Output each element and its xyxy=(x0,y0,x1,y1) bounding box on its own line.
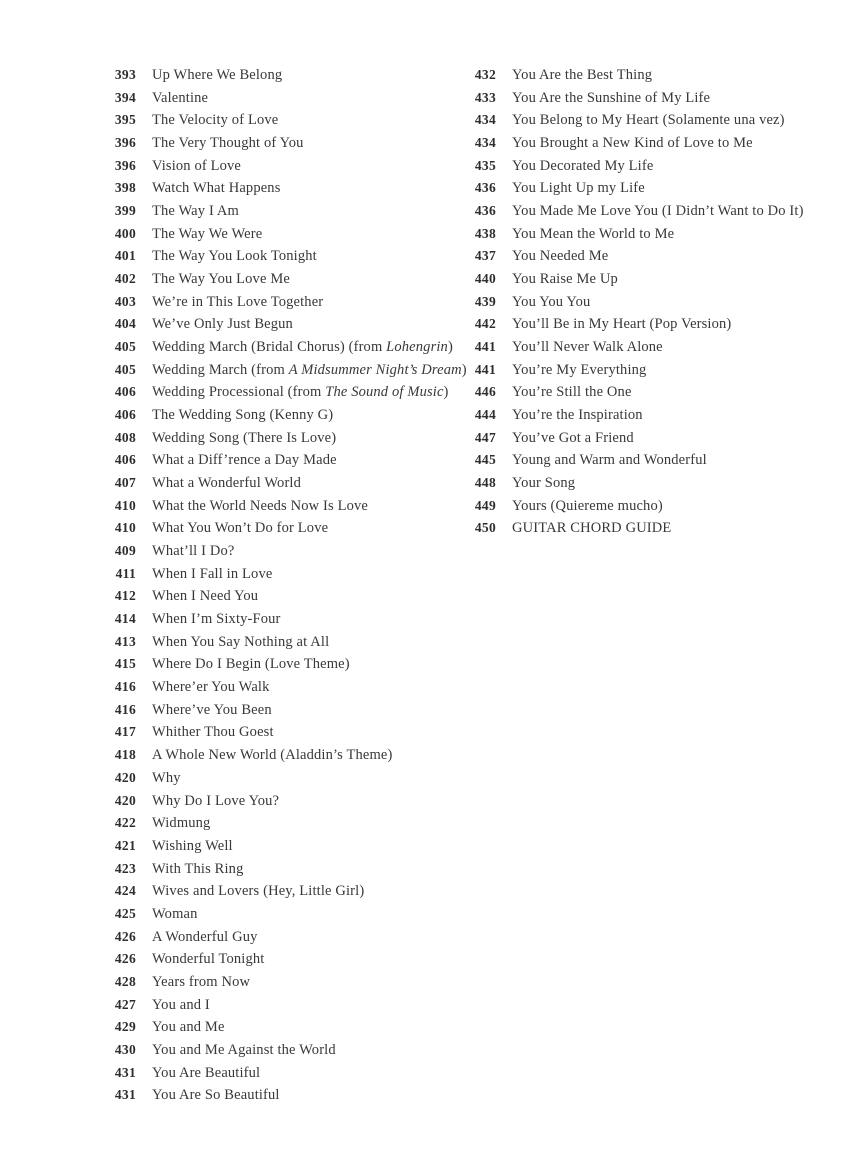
page-number: 449 xyxy=(474,497,496,513)
page-number: 431 xyxy=(114,1087,136,1103)
index-entry xyxy=(94,679,464,702)
page-number: 426 xyxy=(114,928,136,944)
song-title: What the World Needs Now Is Love xyxy=(152,497,368,514)
index-entry xyxy=(454,67,844,90)
song-title: When I Need You xyxy=(152,588,259,605)
index-entry xyxy=(94,1042,464,1065)
song-title xyxy=(136,339,453,356)
page-number: 402 xyxy=(114,271,136,287)
page-number: 400 xyxy=(114,225,136,241)
page-number: 445 xyxy=(474,452,496,468)
index-entry xyxy=(94,135,464,158)
page-number: 396 xyxy=(114,157,136,173)
page-number: 450 xyxy=(474,520,496,536)
song-title: Wishing Well xyxy=(152,837,233,854)
song-title-segment: Wedding March (from xyxy=(152,361,289,378)
index-entry xyxy=(94,294,464,317)
index-entry xyxy=(94,90,464,113)
page-number: 420 xyxy=(114,792,136,808)
page-number: 422 xyxy=(114,815,136,831)
song-title: What a Diff’rence a Day Made xyxy=(152,452,337,469)
page-number: 427 xyxy=(114,996,136,1012)
song-title: Wedding Song (There Is Love) xyxy=(152,429,337,446)
page-number: 408 xyxy=(114,429,136,445)
song-title: The Wedding Song (Kenny G) xyxy=(152,407,334,424)
song-title: You Made Me Love You (I Didn’t Want to Do It) xyxy=(512,203,804,220)
page-number: 398 xyxy=(114,180,136,196)
song-title: What You Won’t Do for Love xyxy=(152,520,329,537)
page-number: 424 xyxy=(114,883,136,899)
song-title: You Are So Beautiful xyxy=(152,1087,280,1104)
index-entry xyxy=(454,430,844,453)
song-title: Woman xyxy=(152,905,198,922)
index-entry xyxy=(454,90,844,113)
page-number: 416 xyxy=(114,679,136,695)
song-title: Wonderful Tonight xyxy=(152,951,265,968)
song-title-segment: Wedding Processional (from xyxy=(152,384,326,401)
index-entry xyxy=(94,883,464,906)
page-number: 405 xyxy=(114,339,136,355)
song-title-italic-segment: The Sound of Music xyxy=(325,384,444,401)
index-entry xyxy=(94,543,464,566)
index-entry xyxy=(94,316,464,339)
song-title: You Brought a New Kind of Love to Me xyxy=(512,135,753,152)
song-title: You’re the Inspiration xyxy=(512,407,643,424)
page-number: 441 xyxy=(474,361,496,377)
song-title: You Needed Me xyxy=(512,248,609,265)
page-number: 440 xyxy=(474,271,496,287)
page-number: 442 xyxy=(474,316,496,332)
song-title: When I’m Sixty-Four xyxy=(152,611,281,628)
index-entry xyxy=(94,588,464,611)
song-title: You and Me Against the World xyxy=(152,1041,336,1058)
song-title: Where’er You Walk xyxy=(152,679,270,696)
page-number: 417 xyxy=(114,724,136,740)
song-title: We’re in This Love Together xyxy=(152,293,324,310)
song-title: The Way We Were xyxy=(152,225,263,242)
index-entry xyxy=(94,67,464,90)
index-entry xyxy=(94,747,464,770)
page-number: 420 xyxy=(114,769,136,785)
index-entry xyxy=(94,271,464,294)
page-number: 430 xyxy=(114,1041,136,1057)
page-number: 396 xyxy=(114,135,136,151)
index-entry xyxy=(454,112,844,135)
song-title: Why Do I Love You? xyxy=(152,792,280,809)
page-number: 416 xyxy=(114,701,136,717)
index-entry xyxy=(94,248,464,271)
song-title: When I Fall in Love xyxy=(152,565,273,582)
page-number: 436 xyxy=(474,203,496,219)
index-entry xyxy=(94,702,464,725)
page-number: 414 xyxy=(114,611,136,627)
song-title: You Are Beautiful xyxy=(152,1064,261,1081)
song-title: With This Ring xyxy=(152,860,244,877)
page-number: 428 xyxy=(114,973,136,989)
index-entry xyxy=(454,498,844,521)
page-number: 393 xyxy=(114,67,136,82)
index-entry xyxy=(454,475,844,498)
song-title: The Velocity of Love xyxy=(152,112,279,129)
page-number: 429 xyxy=(114,1019,136,1035)
index-entry xyxy=(454,135,844,158)
song-title: What’ll I Do? xyxy=(152,543,235,560)
index-entry xyxy=(94,997,464,1020)
song-title: You’ll Never Walk Alone xyxy=(512,339,663,356)
page-number: 438 xyxy=(474,225,496,241)
song-title: You Belong to My Heart (Solamente una vez) xyxy=(512,112,785,129)
page-number: 413 xyxy=(114,633,136,649)
index-column-left xyxy=(94,67,467,1110)
index-entry xyxy=(94,611,464,634)
song-title xyxy=(136,384,449,401)
page-number: 437 xyxy=(474,248,496,264)
page-number: 415 xyxy=(114,656,136,672)
page-number: 409 xyxy=(114,543,136,559)
index-entry xyxy=(454,339,844,362)
index-entry xyxy=(94,112,464,135)
index-entry xyxy=(94,475,464,498)
song-title: Vision of Love xyxy=(152,157,242,174)
song-title: You’ve Got a Friend xyxy=(512,429,634,446)
song-title: Where Do I Begin (Love Theme) xyxy=(152,656,350,673)
index-entry xyxy=(94,951,464,974)
index-entry xyxy=(94,498,464,521)
song-title: Young and Warm and Wonderful xyxy=(512,452,707,469)
page-number: 431 xyxy=(114,1064,136,1080)
index-entry xyxy=(454,316,844,339)
song-title: Widmung xyxy=(152,815,211,832)
song-title: Your Song xyxy=(512,475,576,492)
index-entry xyxy=(94,861,464,884)
index-entry xyxy=(94,724,464,747)
index-entry xyxy=(94,158,464,181)
song-title: You and I xyxy=(152,996,210,1013)
index-entry xyxy=(454,248,844,271)
page-number: 406 xyxy=(114,407,136,423)
song-title: GUITAR CHORD GUIDE xyxy=(512,520,672,537)
song-title: You You You xyxy=(512,293,591,310)
index-entry xyxy=(94,430,464,453)
index-entry xyxy=(94,929,464,952)
song-title-italic-segment: A Midsummer Night’s Dream xyxy=(288,361,462,378)
page-number: 447 xyxy=(474,429,496,445)
song-title: Yours (Quiereme mucho) xyxy=(512,497,663,514)
index-entry xyxy=(94,180,464,203)
song-title: You Are the Best Thing xyxy=(512,67,653,83)
song-title: You and Me xyxy=(152,1019,225,1036)
page-number: 444 xyxy=(474,407,496,423)
page-number: 421 xyxy=(114,837,136,853)
index-entry xyxy=(454,271,844,294)
song-title: What a Wonderful World xyxy=(152,475,302,492)
index-entry xyxy=(454,180,844,203)
index-entry xyxy=(94,906,464,929)
index-entry xyxy=(454,203,844,226)
index-entry xyxy=(94,974,464,997)
song-title: You Raise Me Up xyxy=(512,271,618,288)
song-title xyxy=(136,362,467,379)
index-entry xyxy=(454,226,844,249)
index-entry xyxy=(94,226,464,249)
song-title: The Way You Love Me xyxy=(152,271,290,288)
song-title: You Decorated My Life xyxy=(512,157,654,174)
index-column-right xyxy=(454,67,844,543)
page-number: 406 xyxy=(114,452,136,468)
page-number: 404 xyxy=(114,316,136,332)
page-number: 407 xyxy=(114,475,136,491)
page-number: 439 xyxy=(474,293,496,309)
page-number: 399 xyxy=(114,203,136,219)
song-title: You’re My Everything xyxy=(512,361,647,378)
page-number: 436 xyxy=(474,180,496,196)
index-entry xyxy=(94,1019,464,1042)
index-entry xyxy=(94,838,464,861)
index-entry xyxy=(94,566,464,589)
index-entry xyxy=(454,294,844,317)
page-number: 446 xyxy=(474,384,496,400)
index-entry xyxy=(454,520,844,543)
page-number: 418 xyxy=(114,747,136,763)
page-number: 433 xyxy=(474,89,496,105)
song-title: Watch What Happens xyxy=(152,180,281,197)
page-number: 432 xyxy=(474,67,496,82)
song-title: When You Say Nothing at All xyxy=(152,633,330,650)
song-title: You’ll Be in My Heart (Pop Version) xyxy=(512,316,732,333)
song-title-segment: ) xyxy=(447,339,453,356)
index-entry xyxy=(454,158,844,181)
index-entry xyxy=(94,793,464,816)
song-title-italic-segment: Lohengrin xyxy=(386,339,448,356)
page-number: 423 xyxy=(114,860,136,876)
page-number: 425 xyxy=(114,905,136,921)
page-number: 401 xyxy=(114,248,136,264)
song-title: Up Where We Belong xyxy=(152,67,283,83)
index-entry xyxy=(94,384,464,407)
index-entry xyxy=(454,362,844,385)
song-title: Whither Thou Goest xyxy=(152,724,274,741)
song-title: A Whole New World (Aladdin’s Theme) xyxy=(152,747,393,764)
index-entry xyxy=(94,339,464,362)
page-number: 395 xyxy=(114,112,136,128)
index-entry xyxy=(94,815,464,838)
song-title: Where’ve You Been xyxy=(152,701,272,718)
page-number: 435 xyxy=(474,157,496,173)
index-entry xyxy=(94,656,464,679)
page-number: 412 xyxy=(114,588,136,604)
page-number: 394 xyxy=(114,89,136,105)
page-number: 406 xyxy=(114,384,136,400)
index-entry xyxy=(94,1065,464,1088)
song-title: We’ve Only Just Begun xyxy=(152,316,293,333)
index-entry xyxy=(454,452,844,475)
song-title: Why xyxy=(152,769,181,786)
page-number: 441 xyxy=(474,339,496,355)
song-title: The Way You Look Tonight xyxy=(152,248,317,265)
page-number: 403 xyxy=(114,293,136,309)
song-title: You Light Up my Life xyxy=(512,180,645,197)
song-title: Wives and Lovers (Hey, Little Girl) xyxy=(152,883,365,900)
index-entry xyxy=(94,1087,464,1110)
page-number: 410 xyxy=(114,497,136,513)
index-entry xyxy=(454,384,844,407)
index-entry xyxy=(94,452,464,475)
song-title: You’re Still the One xyxy=(512,384,632,401)
index-entry xyxy=(94,770,464,793)
page-number: 411 xyxy=(115,565,136,581)
song-title: The Way I Am xyxy=(152,203,239,220)
song-title: A Wonderful Guy xyxy=(152,928,258,945)
index-entry xyxy=(94,407,464,430)
song-title-segment: ) xyxy=(461,361,467,378)
song-title-segment: ) xyxy=(443,384,449,401)
index-entry xyxy=(94,361,467,385)
song-title: You Mean the World to Me xyxy=(512,225,675,242)
song-title: Valentine xyxy=(152,89,209,106)
index-entry xyxy=(94,203,464,226)
page-number: 434 xyxy=(474,135,496,151)
page-number: 410 xyxy=(114,520,136,536)
song-title: You Are the Sunshine of My Life xyxy=(512,89,711,106)
song-title: The Very Thought of You xyxy=(152,135,304,152)
page-number: 448 xyxy=(474,475,496,491)
song-title-segment: Wedding March (Bridal Chorus) (from xyxy=(152,339,387,356)
page-number: 426 xyxy=(114,951,136,967)
song-title: Years from Now xyxy=(152,973,251,990)
page-number: 434 xyxy=(474,112,496,128)
index-entry xyxy=(94,634,464,657)
index-entry xyxy=(94,520,464,543)
page-number: 405 xyxy=(114,361,136,377)
index-entry xyxy=(454,407,844,430)
